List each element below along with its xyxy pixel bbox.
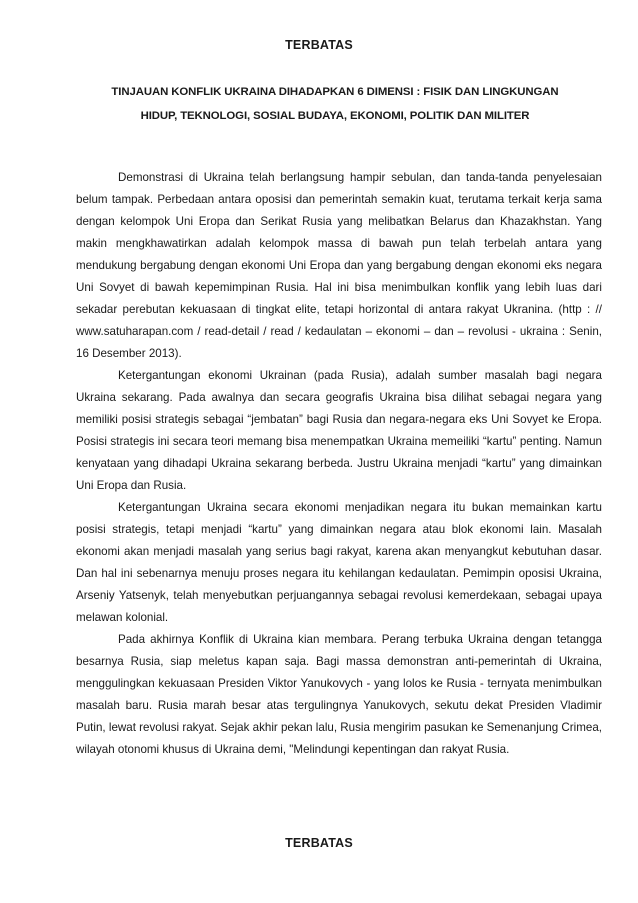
paragraph-4: Pada akhirnya Konflik di Ukraina kian membara. Perang terbuka Ukraina dengan tetangga besarnya Rusia, siap meletus kapan saja. Bagi massa demonstran anti-pemerintah di Ukraina, menggulingkan kekuasaan Presiden Viktor Yanukovych - yang lolos ke Rusia - ternyata menimbulkan masalah baru. Rusia marah besar atas tergulingnya Yanukovych, sekutu dekat Presiden Vladimir Putin, lewat revolusi rakyat. Sejak akhir pekan lalu, Rusia mengirim pasukan ke Semenanjung Crimea, wilayah otonomi khusus di Ukraina demi, "Melindungi kepentingan dan rakyat Rusia.: [76, 633, 602, 756]
title-line-2: HIDUP, TEKNOLOGI, SOSIAL BUDAYA, EKONOMI, POLITIK DAN MILITER: [140, 110, 530, 122]
title-line-1: TINJAUAN KONFLIK UKRAINA DIHADAPKAN 6 DIMENSI : FISIK DAN LINGKUNGAN: [111, 86, 559, 98]
classification-header: TERBATAS: [285, 38, 353, 52]
classification-footer: TERBATAS: [285, 836, 353, 850]
paragraph-1: Demonstrasi di Ukraina telah berlangsung hampir sebulan, dan tanda-tanda penyelesaian belum tampak. Perbedaan antara oposisi dan pemerintah semakin kuat, terutama terkait kerja sama dengan kelompok Uni Eropa dan Serikat Rusia yang melibatkan Belarus dan Khazakhstan. Yang makin mengkhawatirkan adalah kelompok massa di bawah pun telah terbelah antara yang mendukung bergabung dengan ekonomi Uni Eropa dan yang bergabung dengan ekonomi eks negara Uni Sovyet di bawah kepemimpinan Rusia. Hal ini bisa menimbulkan konflik yang lebih luas dari sekadar perebutan kekuasaan di tingkat elite, tetapi horizontal di antara rakyat Ukranina. (http : // www.satuharapan.com / read-detail / read / kedaulatan – ekonomi – dan – revolusi - ukraina : Senin, 16 Desember 2013).: [76, 171, 602, 360]
document-title: [70, 80, 600, 128]
paragraph-3: Ketergantungan Ukraina secara ekonomi menjadikan negara itu bukan memainkan kartu posisi strategis, tetapi menjadi “kartu” yang dimainkan negara atau blok ekonomi lain. Masalah ekonomi akan menjadi masalah yang serius bagi rakyat, karena akan menyangkut kebutuhan dasar. Dan hal ini sebenarnya menuju proses negara itu kehilangan kedaulatan. Pemimpin oposisi Ukraina, Arseniy Yatsenyk, telah menyebutkan perjuangannya sebagai revolusi kemerdekaan, sebagai upaya melawan kolonial.: [76, 501, 602, 624]
document-body: [76, 167, 602, 761]
paragraph-2: Ketergantungan ekonomi Ukrainan (pada Rusia), adalah sumber masalah bagi negara Ukraina sekarang. Pada awalnya dan secara geografis Ukraina bisa dilihat sebagai negara yang memiliki posisi strategis sebagai “jembatan” bagi Rusia dan negara-negara eks Uni Sovyet ke Eropa. Posisi strategis ini secara teori memang bisa menempatkan Ukraina memeiliki “kartu” penting. Namun kenyataan yang dihadapi Ukraina sekarang berbeda. Justru Ukraina menjadi “kartu” yang dimainkan Uni Eropa dan Rusia.: [76, 369, 602, 492]
